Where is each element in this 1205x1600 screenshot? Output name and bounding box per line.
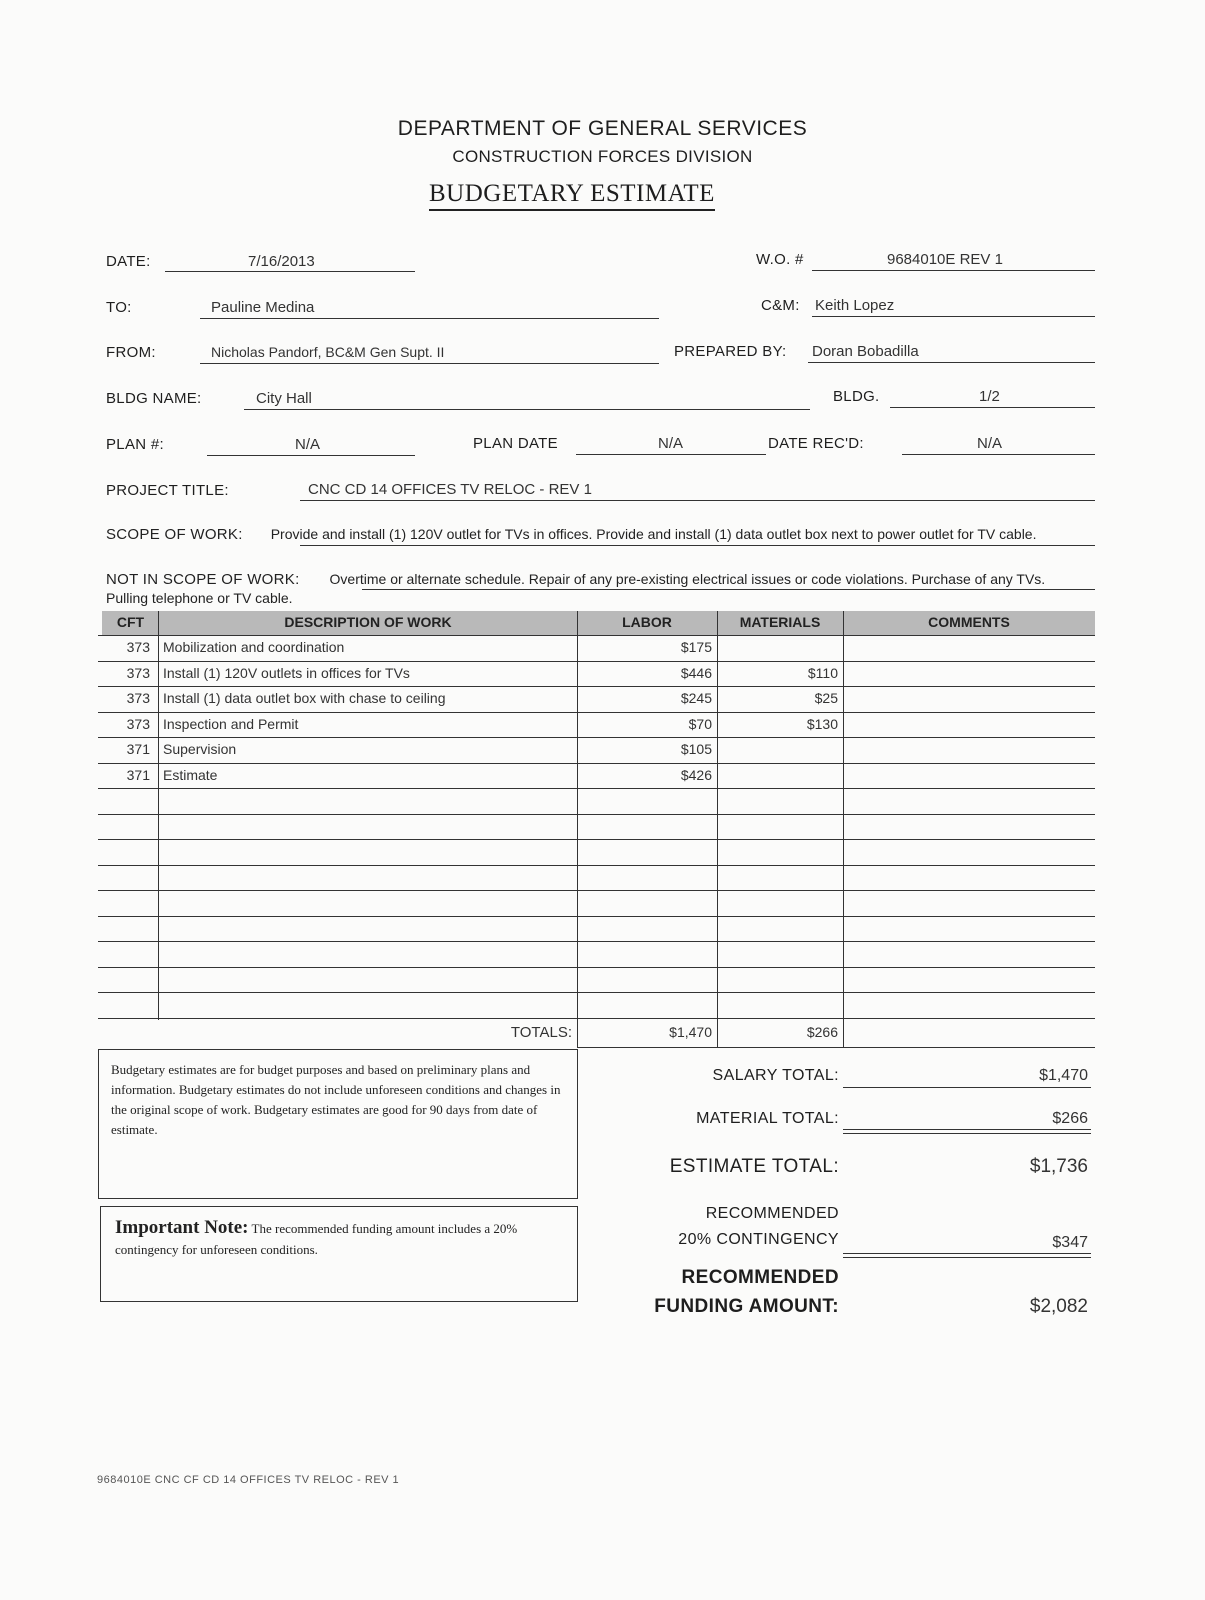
row-description: Estimate [163,766,218,783]
row-labor: $245 [680,690,712,706]
row-labor: $175 [680,639,712,655]
bldg-label: BLDG. [833,388,880,405]
scope-underline [300,545,1095,546]
row-description: Supervision [163,741,237,757]
row-labor: $105 [680,741,712,757]
important-note-box [100,1206,578,1302]
header-labor: LABOR [622,614,672,630]
row-labor: $446 [680,664,712,681]
estimate-total-value: $1,736 [1029,1156,1088,1177]
plan-value: N/A [295,436,321,453]
cm-value: Keith Lopez [815,297,895,314]
totals-label: TOTALS: [510,1024,572,1041]
table-row-line [98,661,1095,662]
salary-underline [843,1087,1091,1088]
salary-total-label: SALARY TOTAL: [712,1067,839,1084]
funding-value: $2,082 [1029,1296,1088,1317]
funding-label-2: FUNDING AMOUNT: [654,1296,839,1317]
table-row-line [98,890,1095,891]
materials-total: $266 [806,1024,838,1040]
from-label: FROM: [106,344,156,361]
table-row-line [98,814,1095,815]
table-column-line [577,611,578,1047]
prepared-by-value: Doran Bobadilla [812,343,919,360]
header-description: DESCRIPTION OF WORK [284,614,452,630]
totals-line [577,1047,1095,1048]
row-description: Inspection and Permit [163,715,299,732]
wo-label: W.O. # [756,251,804,268]
row-cft: 373 [126,690,150,706]
contingency-double-underline [843,1253,1091,1258]
project-title-label: PROJECT TITLE: [106,482,229,499]
row-materials: $110 [807,664,838,681]
table-row-line [98,788,1095,789]
project-title-value: CNC CD 14 OFFICES TV RELOC - REV 1 [308,481,592,498]
table-row-line [98,763,1095,764]
wo-value: 9684010E REV 1 [887,251,1003,268]
material-double-underline [843,1129,1091,1134]
bldg-name-value: City Hall [256,390,312,407]
to-label: TO: [106,299,132,316]
plan-underline [207,455,415,456]
table-row-line [98,967,1095,968]
to-underline [200,318,659,319]
table-column-line [158,611,159,1020]
date-recd-underline [902,454,1095,455]
table-row-line [98,992,1095,993]
bldg-underline [890,407,1095,408]
header-materials: MATERIALS [739,614,821,630]
plan-date-label: PLAN DATE [473,435,558,452]
prepared-by-label: PREPARED BY: [674,343,787,360]
material-total-value: $266 [1052,1110,1088,1127]
plan-label: PLAN #: [106,436,164,453]
not-scope-text: Overtime or alternate schedule. Repair of any pre-existing electrical issues or code violations. Purchase of any TVs. Pulling telephone or TV cable. [106,571,1046,606]
table-row-line [98,686,1095,687]
contingency-value: $347 [1052,1234,1088,1251]
plan-date-underline [576,454,766,455]
project-title-underline [300,500,1095,501]
table-row-line [98,916,1095,917]
row-description: Mobilization and coordination [163,639,345,655]
division-heading: CONSTRUCTION FORCES DIVISION [452,147,753,166]
funding-label-1: RECOMMENDED [681,1267,839,1288]
table-row-line [98,737,1095,738]
estimate-total-label: ESTIMATE TOTAL: [669,1156,839,1177]
date-recd-label: DATE REC'D: [768,435,864,452]
table-column-line [843,611,844,1047]
table-row-line [98,865,1095,866]
row-cft: 373 [126,715,150,732]
important-note-heading: Important Note: [115,1217,249,1238]
table-row-line [98,1018,1095,1019]
table-row-line [98,635,1095,636]
date-value: 7/16/2013 [248,253,315,270]
row-cft: 371 [126,741,150,757]
disclaimer-text: Budgetary estimates are for budget purposes and based on preliminary plans and information. Budgetary estimates do not include unforeseen conditions and changes in the original scope of work. Budgetary estimates are good for 90 days from date of estimate. [111,1062,561,1137]
row-labor: $426 [680,766,712,783]
labor-total: $1,470 [669,1024,712,1040]
bldg-name-label: BLDG NAME: [106,390,202,407]
not-scope-underline [362,589,1095,590]
not-scope-label: NOT IN SCOPE OF WORK: [106,571,300,588]
row-cft: 373 [126,664,150,681]
date-recd-value: N/A [977,435,1003,452]
department-heading: DEPARTMENT OF GENERAL SERVICES [397,117,808,140]
prepared-by-underline [808,362,1095,363]
cm-label: C&M: [761,297,800,314]
row-description: Install (1) 120V outlets in offices for TVs [163,664,410,681]
from-value: Nicholas Pandorf, BC&M Gen Supt. II [211,344,445,360]
scope-of-work [106,525,1066,544]
table-row-line [98,712,1095,713]
bldg-name-underline [244,409,810,410]
row-cft: 371 [126,766,150,783]
header-cft: CFT [116,614,145,630]
scope-text: Provide and install (1) 120V outlet for TVs in offices. Provide and install (1) data outlet box next to power outlet for TV cable. [270,526,1037,542]
important-note-text: The recommended funding amount includes a 20% contingency for unforeseen conditions. [115,1221,518,1257]
from-underline [200,363,659,364]
row-labor: $70 [688,715,712,732]
date-underline [165,271,415,272]
to-value: Pauline Medina [211,299,315,316]
contingency-label-2: 20% CONTINGENCY [678,1231,839,1248]
row-description: Install (1) data outlet box with chase to ceiling [163,690,446,706]
row-materials: $25 [814,690,838,706]
footer-reference: 9684010E CNC CF CD 14 OFFICES TV RELOC - REV 1 [97,1474,400,1486]
table-row-line [98,941,1095,942]
row-cft: 373 [126,639,150,655]
scope-label: SCOPE OF WORK: [106,526,243,543]
table-row-line [98,839,1095,840]
bldg-value: 1/2 [979,388,1000,405]
contingency-label-1: RECOMMENDED [705,1205,839,1222]
document-title: BUDGETARY ESTIMATE [429,180,715,211]
plan-date-value: N/A [658,435,684,452]
wo-underline [812,270,1095,271]
material-total-label: MATERIAL TOTAL: [696,1110,839,1127]
disclaimer-box [98,1049,578,1199]
row-materials: $130 [806,715,838,732]
date-label: DATE: [106,253,151,270]
cm-underline [812,316,1095,317]
salary-total-value: $1,470 [1039,1067,1088,1084]
header-comments: COMMENTS [928,614,1010,630]
table-column-line [717,611,718,1047]
